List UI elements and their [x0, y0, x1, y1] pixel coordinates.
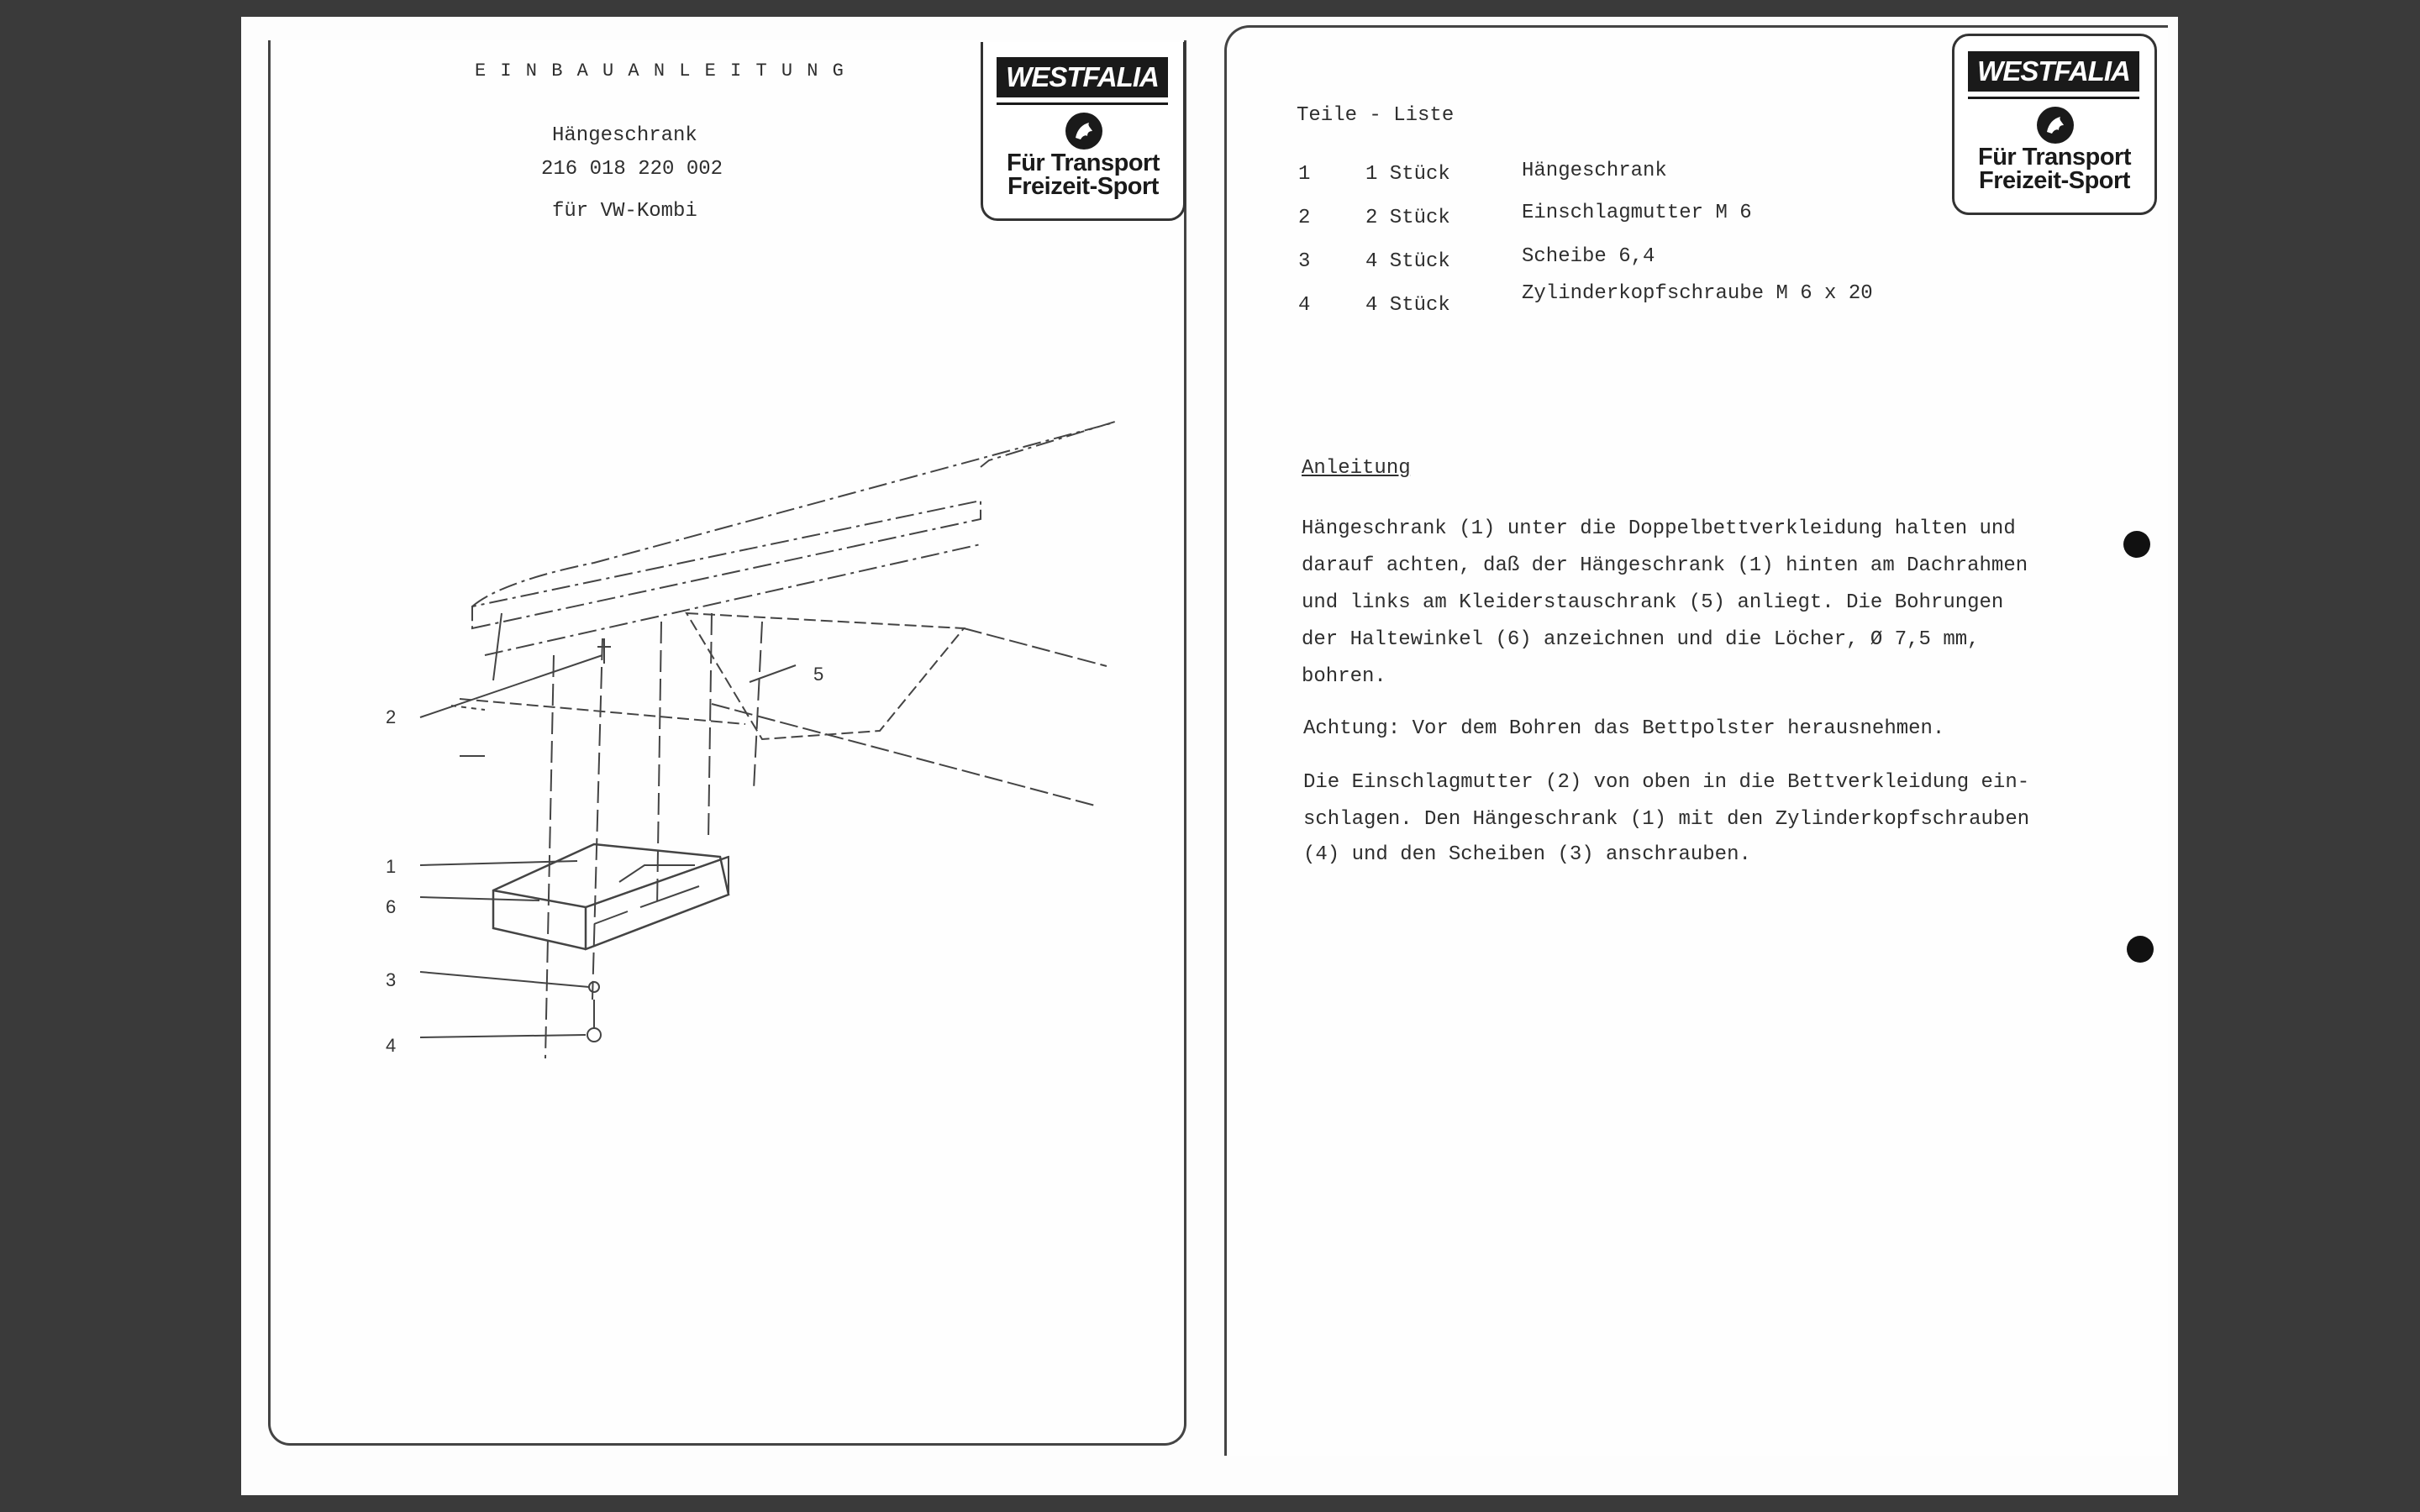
- paragraph-line: der Haltewinkel (6) anzeichnen und die Löcher, Ø 7,5 mm,: [1302, 628, 1980, 651]
- logo-line-1: Für Transport: [1977, 144, 2131, 171]
- installation-diagram: [241, 17, 1199, 1495]
- part-no: 3: [1298, 250, 1311, 273]
- wardrobe-line: [964, 628, 1107, 666]
- product-name: Hängeschrank: [552, 124, 697, 147]
- part-qty: 4 Stück: [1365, 294, 1450, 317]
- part-no: 4: [1298, 294, 1311, 317]
- part-no: 2: [1298, 207, 1311, 229]
- warning-note: Achtung: Vor dem Bohren das Bettpolster herausnehmen.: [1303, 717, 1945, 740]
- part-name: Scheibe 6,4: [1522, 245, 1655, 268]
- leader-4: [420, 1035, 586, 1037]
- part-qty: 4 Stück: [1365, 250, 1450, 273]
- callout-2: 2: [386, 706, 397, 727]
- mount-line-5: [754, 622, 762, 790]
- binder-hole: [2123, 531, 2150, 558]
- callout-3: 3: [386, 969, 397, 990]
- leader-5: [750, 665, 796, 682]
- floor-line-2: [460, 699, 745, 724]
- paragraph-line: schlagen. Den Hängeschrank (1) mit den Zylinderkopfschrauben: [1303, 808, 2030, 831]
- part-name: Hängeschrank: [1522, 160, 1667, 182]
- parts-list-title: Teile - Liste: [1297, 104, 1455, 127]
- part-qty: 2 Stück: [1365, 207, 1450, 229]
- part-name: Einschlagmutter M 6: [1522, 202, 1752, 224]
- vehicle-label: für VW-Kombi: [552, 200, 697, 223]
- leader-3: [420, 972, 589, 987]
- leader-6: [420, 897, 539, 900]
- callout-1: 1: [386, 856, 397, 877]
- paragraph-line: bohren.: [1302, 665, 1386, 688]
- panel-edge: [485, 544, 981, 655]
- logo-line-2: Freizeit-Sport: [1007, 173, 1159, 200]
- leader-2: [420, 655, 602, 717]
- paragraph-line: (4) und den Scheiben (3) anschrauben.: [1303, 843, 1751, 866]
- wardrobe-outline: [687, 613, 964, 739]
- instructions-title: Anleitung: [1302, 457, 1411, 480]
- horse-emblem-icon: [2035, 105, 2075, 145]
- part-qty: 1 Stück: [1365, 163, 1450, 186]
- callout-4: 4: [386, 1035, 397, 1056]
- logo-brand: WESTFALIA: [1968, 51, 2139, 92]
- mount-line-1: [545, 655, 554, 1058]
- insert-nut: [597, 638, 611, 664]
- paragraph-line: darauf achten, daß der Hängeschrank (1) hinten am Dachrahmen: [1302, 554, 2028, 577]
- mount-line-4: [708, 613, 712, 840]
- cabinet-handle: [594, 886, 699, 924]
- paragraph-line: Hängeschrank (1) unter die Doppelbettverkleidung halten und: [1302, 517, 2016, 540]
- page-heading: E I N B A U A N L E I T U N G: [475, 60, 845, 81]
- roof-outline: [472, 422, 1115, 606]
- logo-rule: [1968, 97, 2139, 99]
- floor-line: [712, 704, 1098, 806]
- paragraph-line: Die Einschlagmutter (2) von oben in die Bettverkleidung ein-: [1303, 771, 2030, 794]
- paragraph-line: und links am Kleiderstauschrank (5) anliegt. Die Bohrungen: [1302, 591, 2004, 614]
- binder-hole: [2127, 936, 2154, 963]
- bed-panel: [472, 501, 981, 628]
- westfalia-logo-right: [1952, 34, 2157, 215]
- logo-brand: WESTFALIA: [997, 57, 1168, 97]
- logo-line-1: Für Transport: [1006, 150, 1160, 176]
- logo-line-2: Freizeit-Sport: [1979, 167, 2130, 194]
- part-no: 1: [1298, 163, 1311, 186]
- part-name: Zylinderkopfschraube M 6 x 20: [1522, 282, 1873, 305]
- callout-6: 6: [386, 896, 397, 917]
- callout-5: 5: [813, 664, 824, 685]
- washer: [589, 982, 599, 992]
- part-number: 216 018 220 002: [541, 158, 723, 181]
- side-dash: [451, 706, 485, 710]
- scanned-sheet: [241, 17, 2178, 1495]
- screw-head: [587, 1028, 601, 1042]
